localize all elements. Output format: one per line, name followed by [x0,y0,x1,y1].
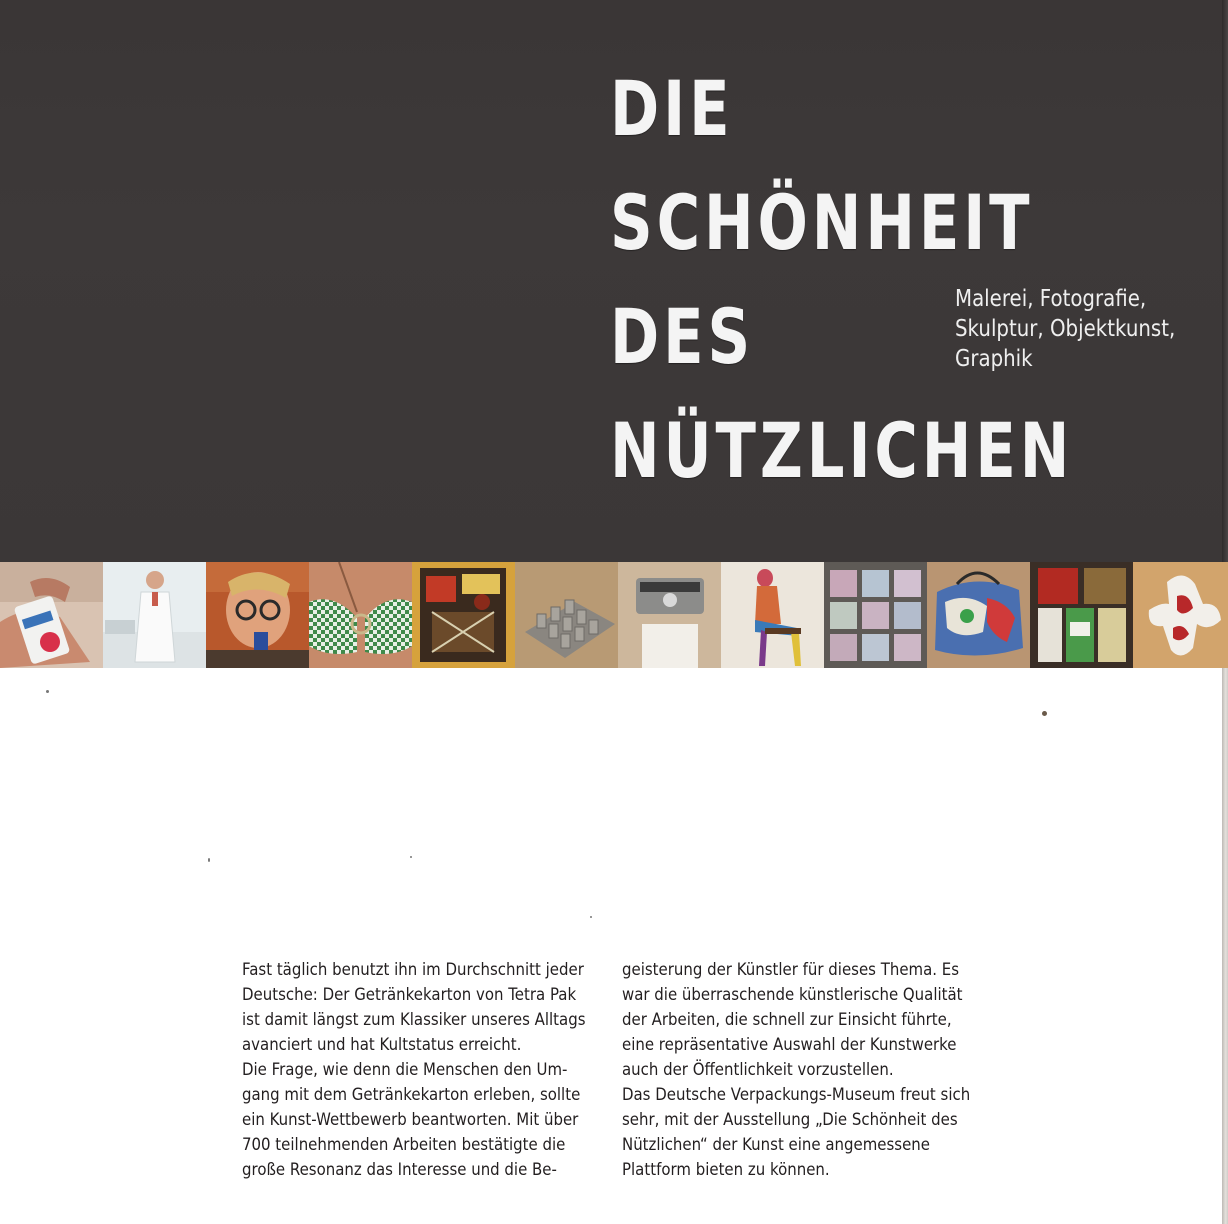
body-line: eine repräsentative Auswahl der Kunstwerke [622,1035,957,1055]
subtitle-line-2: Skulptur, Objektkunst, [955,316,1176,342]
title-line-3: DES [610,292,755,381]
paper-speck [1042,711,1047,716]
body-line: gang mit dem Getränkekarton erleben, sollte [242,1085,581,1105]
thumbnail-person-drinking [206,562,309,668]
cover-title [610,52,1073,508]
body-line: sehr, mit der Ausstellung „Die Schönheit des [622,1110,958,1130]
thumbnail-carton-collage [1030,562,1133,668]
body-text-right-column [622,958,1002,1183]
body-line: Das Deutsche Verpackungs-Museum freut sich [622,1085,971,1105]
title-line-2: SCHÖNHEIT [610,178,1034,267]
paper-speck [410,856,412,858]
paper-speck [208,858,210,862]
body-line: Nützlichen“ der Kunst eine angemessene [622,1135,930,1155]
body-line: Die Frage, wie denn die Menschen den Um- [242,1060,568,1080]
thumbnail-man-in-white-coat [103,562,206,668]
title-line-1: DIE [610,64,734,153]
thumbnail-white-red-sculpture [1133,562,1228,668]
page-edge-dark [1222,0,1228,562]
artwork-thumbnail-strip [0,562,1222,668]
thumbnail-seated-figure [721,562,824,668]
thumbnail-hand-with-carton [0,562,103,668]
paper-speck [590,916,592,918]
body-line: ein Kunst-Wettbewerb beantworten. Mit über [242,1110,579,1130]
body-line: auch der Öffentlichkeit vorzustellen. [622,1060,894,1080]
body-line: war die überraschende künstlerische Qualität [622,985,963,1005]
body-line: Fast täglich benutzt ihn im Durchschnitt jeder [242,960,584,980]
cover-subtitle [955,284,1175,374]
thumbnail-carton-bag [927,562,1030,668]
subtitle-line-1: Malerei, Fotografie, [955,286,1147,312]
thumbnail-checkered-bikini [309,562,412,668]
body-line: geisterung der Künstler für dieses Thema. Es [622,960,960,980]
subtitle-line-3: Graphik [955,346,1033,372]
thumbnail-carton-on-pedestal [618,562,721,668]
body-line: ist damit längst zum Klassiker unseres Alltags [242,1010,586,1030]
body-line: avanciert und hat Kultstatus erreicht. [242,1035,522,1055]
body-line: Deutsche: Der Getränkekarton von Tetra Pak [242,985,577,1005]
thumbnail-tiled-squares [824,562,927,668]
body-text-left-column [242,958,622,1183]
body-line: große Resonanz das Interesse und die Be- [242,1160,557,1180]
paper-speck [46,690,49,693]
thumbnail-grid-block-sculpture [515,562,618,668]
body-line: der Arbeiten, die schnell zur Einsicht führte, [622,1010,952,1030]
thumbnail-abstract-collage [412,562,515,668]
title-line-4: NÜTZLICHEN [610,406,1074,495]
body-line: 700 teilnehmenden Arbeiten bestätigte die [242,1135,566,1155]
body-line: Plattform bieten zu können. [622,1160,830,1180]
